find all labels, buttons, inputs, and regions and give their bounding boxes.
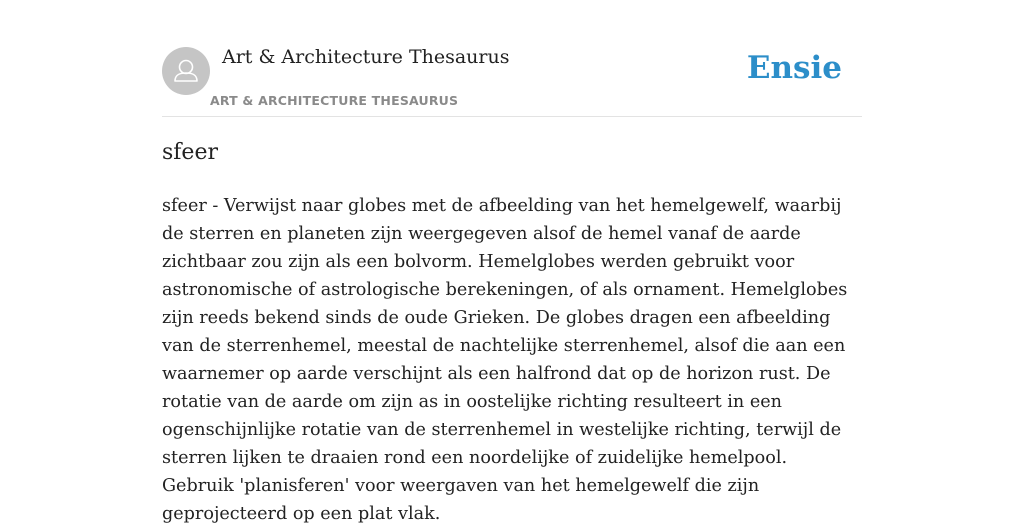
user-icon — [162, 47, 210, 95]
brand-logo[interactable]: Ensie — [746, 50, 842, 86]
source-subtitle: ART & ARCHITECTURE THESAURUS — [210, 93, 459, 108]
source-avatar[interactable] — [162, 47, 210, 95]
entry-definition: sfeer - Verwijst naar globes met de afbeelding van het hemelgewelf, waarbij de sterren en planeten zijn weergegeven alsof de hemel vanaf de aarde zichtbaar zou zijn als een bolvorm. Hemelglobes werden gebruikt voor astronomische of astrologische berekeningen, of als ornament. Hemelglobes zijn reeds bekend sinds de oude Grieken. De globes dragen een afbeelding van de sterrenhemel, meestal de nachtelijke sterrenhemel, alsof die aan een waarnemer op aarde verschijnt als een halfrond dat op de horizon rust. De rotatie van de aarde om zijn as in oostelijke richting resulteert in een ogenschijnlijke rotatie van de sterrenhemel in westelijke richting, terwijl de sterren lijken te draaien rond een noordelijke of zuidelijke hemelpool. Gebruik 'planisferen' voor weergaven van het hemelgewelf die zijn geprojecteerd op een plat vlak. — [162, 196, 848, 524]
source-header — [162, 46, 862, 117]
entry-term-title: sfeer — [162, 140, 218, 165]
source-name-link[interactable]: Art & Architecture Thesaurus — [222, 46, 510, 68]
